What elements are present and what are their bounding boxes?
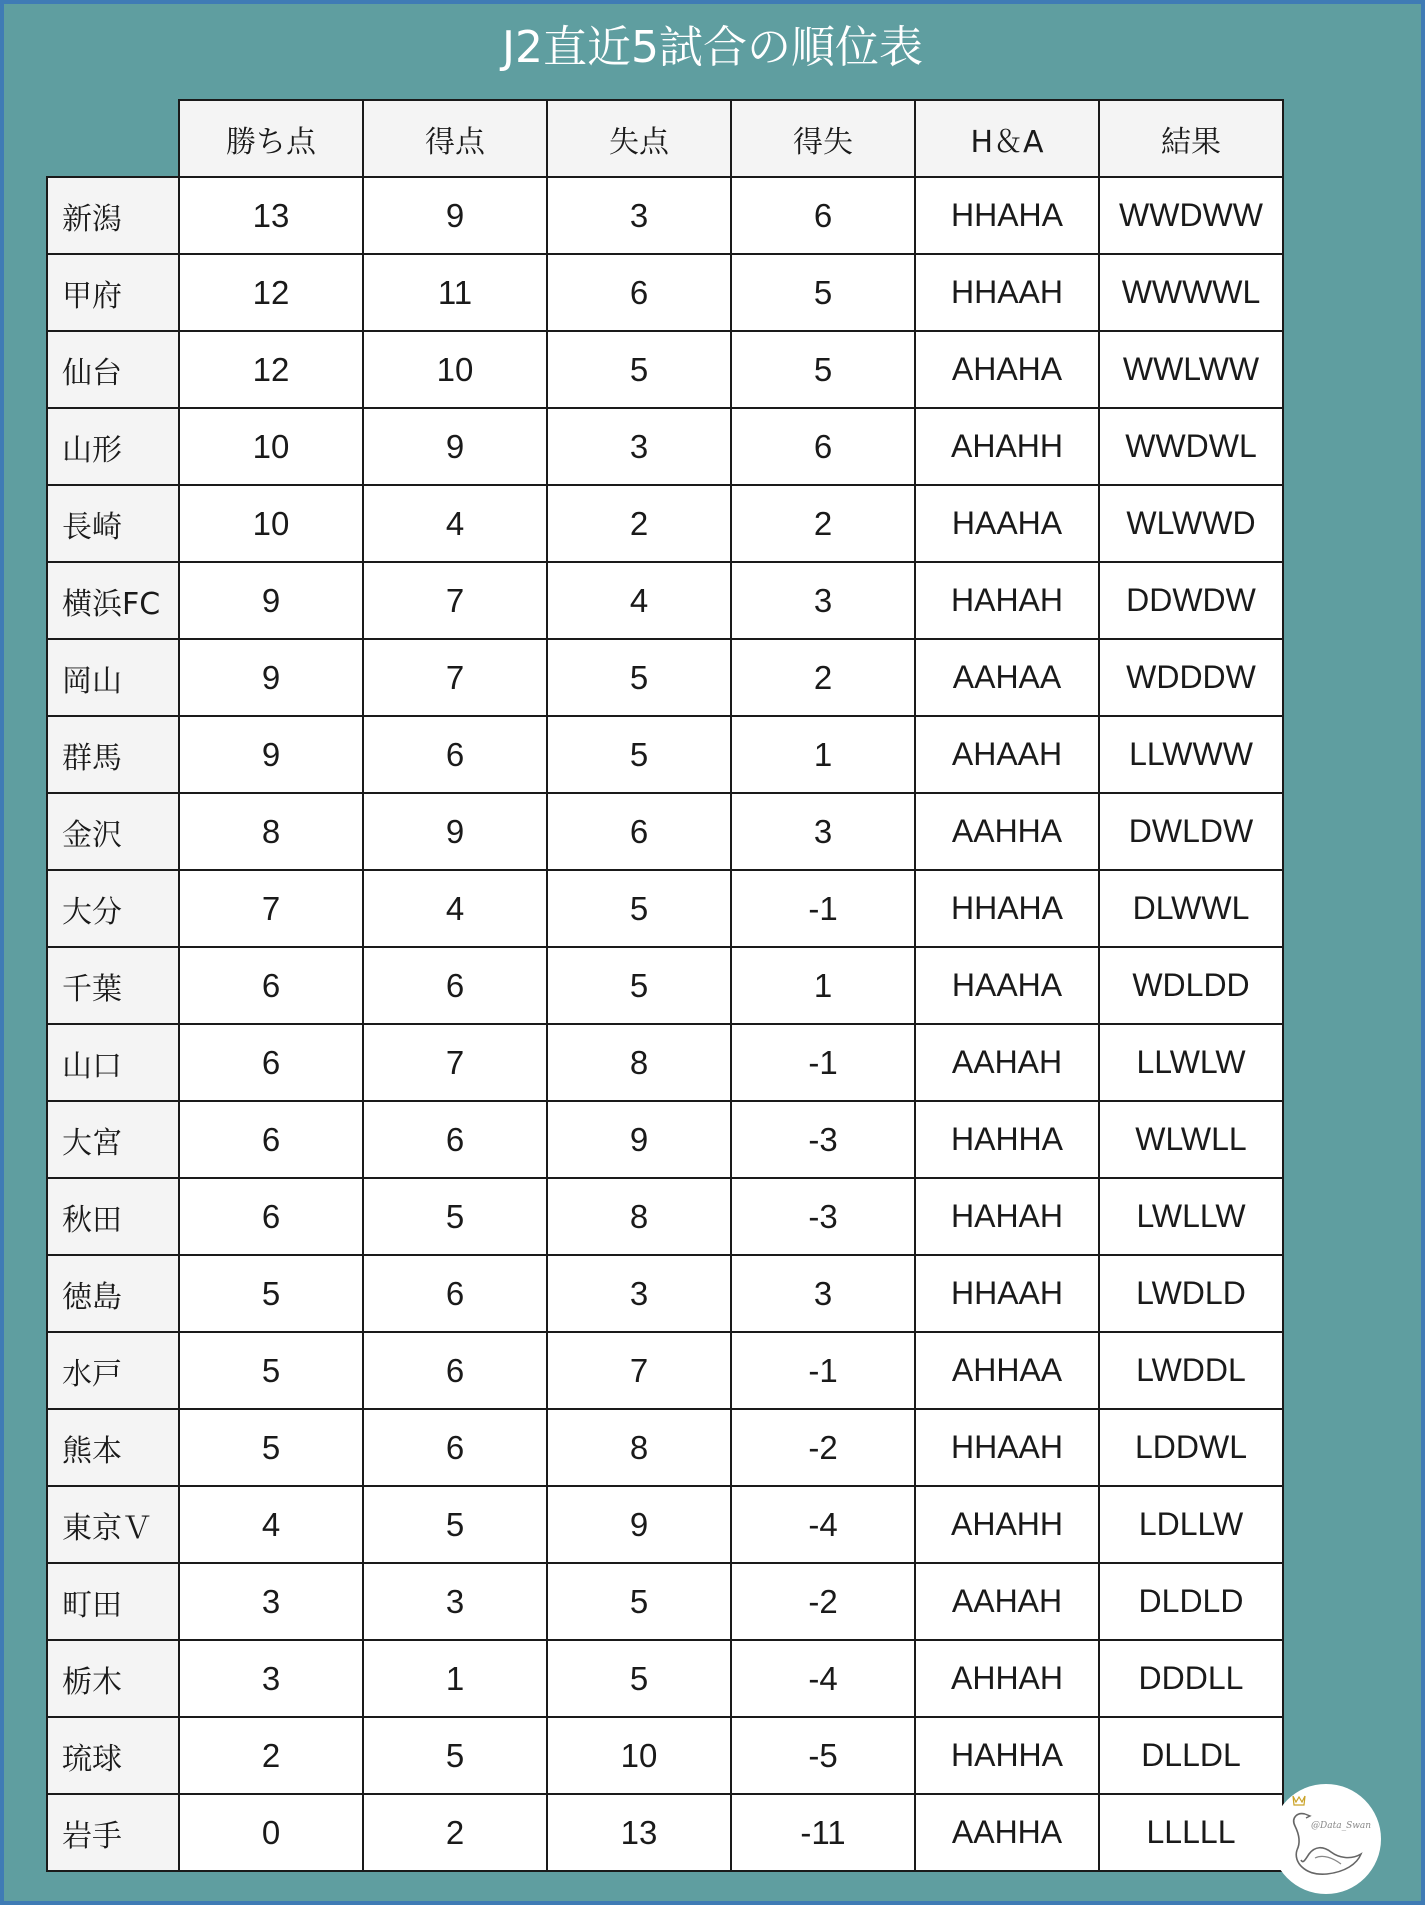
results-cell: DLLDL bbox=[1099, 1717, 1283, 1794]
team-name: 山口 bbox=[47, 1024, 179, 1101]
goals-for-cell: 4 bbox=[363, 485, 547, 562]
column-header-goals-against: 失点 bbox=[547, 100, 731, 177]
home-away-cell: AAHAA bbox=[915, 639, 1099, 716]
team-name: 水戸 bbox=[47, 1332, 179, 1409]
goal-diff-cell: -11 bbox=[731, 1794, 915, 1871]
goal-diff-cell: 6 bbox=[731, 177, 915, 254]
data-swan-logo bbox=[1271, 1784, 1381, 1894]
goals-for-cell: 2 bbox=[363, 1794, 547, 1871]
goals-for-cell: 9 bbox=[363, 793, 547, 870]
table-row bbox=[47, 1178, 1283, 1255]
points-cell: 13 bbox=[179, 177, 363, 254]
home-away-cell: AHAHH bbox=[915, 408, 1099, 485]
results-cell: WLWLL bbox=[1099, 1101, 1283, 1178]
goal-diff-cell: -1 bbox=[731, 870, 915, 947]
points-cell: 6 bbox=[179, 1101, 363, 1178]
results-cell: WLWWD bbox=[1099, 485, 1283, 562]
goals-for-cell: 7 bbox=[363, 562, 547, 639]
home-away-cell: HHAHA bbox=[915, 870, 1099, 947]
team-name: 大宮 bbox=[47, 1101, 179, 1178]
goals-for-cell: 1 bbox=[363, 1640, 547, 1717]
home-away-cell: HHAAH bbox=[915, 1409, 1099, 1486]
goals-against-cell: 5 bbox=[547, 947, 731, 1024]
goals-for-cell: 7 bbox=[363, 1024, 547, 1101]
team-name: 横浜FC bbox=[47, 562, 179, 639]
goal-diff-cell: 2 bbox=[731, 639, 915, 716]
results-cell: LWLLW bbox=[1099, 1178, 1283, 1255]
home-away-cell: HAHHA bbox=[915, 1717, 1099, 1794]
results-cell: WWLWW bbox=[1099, 331, 1283, 408]
goals-for-cell: 5 bbox=[363, 1178, 547, 1255]
home-away-cell: AHAHA bbox=[915, 331, 1099, 408]
goal-diff-cell: 6 bbox=[731, 408, 915, 485]
table-row bbox=[47, 1563, 1283, 1640]
goals-for-cell: 11 bbox=[363, 254, 547, 331]
team-name: 町田 bbox=[47, 1563, 179, 1640]
table-row bbox=[47, 793, 1283, 870]
table-row bbox=[47, 1717, 1283, 1794]
home-away-cell: AAHHA bbox=[915, 1794, 1099, 1871]
goals-against-cell: 9 bbox=[547, 1486, 731, 1563]
results-cell: LDDWL bbox=[1099, 1409, 1283, 1486]
column-header-goals-for: 得点 bbox=[363, 100, 547, 177]
home-away-cell: HAHAH bbox=[915, 562, 1099, 639]
home-away-cell: AHAHH bbox=[915, 1486, 1099, 1563]
goals-for-cell: 10 bbox=[363, 331, 547, 408]
points-cell: 3 bbox=[179, 1563, 363, 1640]
team-name: 栃木 bbox=[47, 1640, 179, 1717]
results-cell: DDDLL bbox=[1099, 1640, 1283, 1717]
goals-for-cell: 6 bbox=[363, 1101, 547, 1178]
goals-against-cell: 3 bbox=[547, 408, 731, 485]
page-title: J2直近5試合の順位表 bbox=[502, 22, 923, 73]
points-cell: 5 bbox=[179, 1255, 363, 1332]
points-cell: 4 bbox=[179, 1486, 363, 1563]
standings-table bbox=[46, 99, 1284, 1872]
points-cell: 0 bbox=[179, 1794, 363, 1871]
goals-against-cell: 5 bbox=[547, 331, 731, 408]
table-row bbox=[47, 947, 1283, 1024]
table-row bbox=[47, 1024, 1283, 1101]
points-cell: 2 bbox=[179, 1717, 363, 1794]
results-cell: LWDDL bbox=[1099, 1332, 1283, 1409]
results-cell: LDLLW bbox=[1099, 1486, 1283, 1563]
goals-against-cell: 10 bbox=[547, 1717, 731, 1794]
results-cell: DLDLD bbox=[1099, 1563, 1283, 1640]
team-name: 徳島 bbox=[47, 1255, 179, 1332]
goals-against-cell: 13 bbox=[547, 1794, 731, 1871]
team-name: 新潟 bbox=[47, 177, 179, 254]
points-cell: 7 bbox=[179, 870, 363, 947]
home-away-cell: AAHAH bbox=[915, 1563, 1099, 1640]
goals-for-cell: 6 bbox=[363, 1332, 547, 1409]
goals-against-cell: 3 bbox=[547, 1255, 731, 1332]
goal-diff-cell: 5 bbox=[731, 254, 915, 331]
results-cell: LWDLD bbox=[1099, 1255, 1283, 1332]
points-cell: 12 bbox=[179, 254, 363, 331]
table-row bbox=[47, 1486, 1283, 1563]
home-away-cell: AAHAH bbox=[915, 1024, 1099, 1101]
home-away-cell: AHHAH bbox=[915, 1640, 1099, 1717]
team-name: 秋田 bbox=[47, 1178, 179, 1255]
points-cell: 12 bbox=[179, 331, 363, 408]
results-cell: WWDWW bbox=[1099, 177, 1283, 254]
goals-against-cell: 2 bbox=[547, 485, 731, 562]
column-header-results: 結果 bbox=[1099, 100, 1283, 177]
goals-against-cell: 6 bbox=[547, 254, 731, 331]
home-away-cell: HAAHA bbox=[915, 947, 1099, 1024]
goals-for-cell: 7 bbox=[363, 639, 547, 716]
table-row bbox=[47, 331, 1283, 408]
team-name: 甲府 bbox=[47, 254, 179, 331]
table-row bbox=[47, 177, 1283, 254]
table-row bbox=[47, 870, 1283, 947]
results-cell: WDDDW bbox=[1099, 639, 1283, 716]
goal-diff-cell: -5 bbox=[731, 1717, 915, 1794]
svg-text:@Data_Swan: @Data_Swan bbox=[1311, 1821, 1372, 1831]
goals-for-cell: 9 bbox=[363, 408, 547, 485]
goal-diff-cell: 3 bbox=[731, 793, 915, 870]
team-name: 山形 bbox=[47, 408, 179, 485]
goal-diff-cell: -2 bbox=[731, 1563, 915, 1640]
goal-diff-cell: -1 bbox=[731, 1024, 915, 1101]
table-row bbox=[47, 639, 1283, 716]
table-row bbox=[47, 562, 1283, 639]
results-cell: LLWWW bbox=[1099, 716, 1283, 793]
goals-against-cell: 8 bbox=[547, 1024, 731, 1101]
goals-for-cell: 5 bbox=[363, 1717, 547, 1794]
goal-diff-cell: 1 bbox=[731, 716, 915, 793]
team-name: 熊本 bbox=[47, 1409, 179, 1486]
goals-for-cell: 4 bbox=[363, 870, 547, 947]
header-row bbox=[47, 100, 1283, 177]
table-row bbox=[47, 1409, 1283, 1486]
home-away-cell: AHHAA bbox=[915, 1332, 1099, 1409]
results-cell: DLWWL bbox=[1099, 870, 1283, 947]
table-row bbox=[47, 1332, 1283, 1409]
team-name: 岡山 bbox=[47, 639, 179, 716]
corner-cell bbox=[47, 100, 179, 177]
goals-for-cell: 6 bbox=[363, 716, 547, 793]
goal-diff-cell: -4 bbox=[731, 1640, 915, 1717]
goal-diff-cell: -2 bbox=[731, 1409, 915, 1486]
home-away-cell: HHAAH bbox=[915, 254, 1099, 331]
home-away-cell: HAHAH bbox=[915, 1178, 1099, 1255]
team-name: 仙台 bbox=[47, 331, 179, 408]
goal-diff-cell: 3 bbox=[731, 1255, 915, 1332]
team-name: 千葉 bbox=[47, 947, 179, 1024]
goals-for-cell: 6 bbox=[363, 1255, 547, 1332]
goals-against-cell: 3 bbox=[547, 177, 731, 254]
goal-diff-cell: -4 bbox=[731, 1486, 915, 1563]
points-cell: 10 bbox=[179, 408, 363, 485]
goals-for-cell: 5 bbox=[363, 1486, 547, 1563]
results-cell: LLWLW bbox=[1099, 1024, 1283, 1101]
team-name: 琉球 bbox=[47, 1717, 179, 1794]
points-cell: 6 bbox=[179, 1024, 363, 1101]
team-name: 長崎 bbox=[47, 485, 179, 562]
goals-against-cell: 8 bbox=[547, 1178, 731, 1255]
goal-diff-cell: 3 bbox=[731, 562, 915, 639]
home-away-cell: HHAAH bbox=[915, 1255, 1099, 1332]
results-cell: WWDWL bbox=[1099, 408, 1283, 485]
team-name: 東京Ｖ bbox=[47, 1486, 179, 1563]
team-name: 大分 bbox=[47, 870, 179, 947]
results-cell: DDWDW bbox=[1099, 562, 1283, 639]
home-away-cell: HAHHA bbox=[915, 1101, 1099, 1178]
goals-against-cell: 5 bbox=[547, 1563, 731, 1640]
results-cell: DWLDW bbox=[1099, 793, 1283, 870]
table-row bbox=[47, 408, 1283, 485]
goals-for-cell: 6 bbox=[363, 1409, 547, 1486]
results-cell: WWWWL bbox=[1099, 254, 1283, 331]
points-cell: 9 bbox=[179, 716, 363, 793]
results-cell: LLLLL bbox=[1099, 1794, 1283, 1871]
goal-diff-cell: -3 bbox=[731, 1178, 915, 1255]
goals-against-cell: 5 bbox=[547, 1640, 731, 1717]
goals-against-cell: 4 bbox=[547, 562, 731, 639]
points-cell: 9 bbox=[179, 639, 363, 716]
points-cell: 10 bbox=[179, 485, 363, 562]
points-cell: 8 bbox=[179, 793, 363, 870]
results-cell: WDLDD bbox=[1099, 947, 1283, 1024]
goals-against-cell: 7 bbox=[547, 1332, 731, 1409]
team-name: 群馬 bbox=[47, 716, 179, 793]
team-name: 岩手 bbox=[47, 1794, 179, 1871]
goals-for-cell: 3 bbox=[363, 1563, 547, 1640]
goals-against-cell: 6 bbox=[547, 793, 731, 870]
points-cell: 3 bbox=[179, 1640, 363, 1717]
column-header-home-away: H＆A bbox=[915, 100, 1099, 177]
table-row bbox=[47, 716, 1283, 793]
goals-against-cell: 8 bbox=[547, 1409, 731, 1486]
points-cell: 6 bbox=[179, 1178, 363, 1255]
goal-diff-cell: 5 bbox=[731, 331, 915, 408]
goals-against-cell: 5 bbox=[547, 716, 731, 793]
goal-diff-cell: -3 bbox=[731, 1101, 915, 1178]
column-header-goal-diff: 得失 bbox=[731, 100, 915, 177]
goal-diff-cell: 1 bbox=[731, 947, 915, 1024]
goals-against-cell: 5 bbox=[547, 870, 731, 947]
column-header-points: 勝ち点 bbox=[179, 100, 363, 177]
team-name: 金沢 bbox=[47, 793, 179, 870]
goals-against-cell: 5 bbox=[547, 639, 731, 716]
table-row bbox=[47, 1101, 1283, 1178]
table-row bbox=[47, 1640, 1283, 1717]
points-cell: 9 bbox=[179, 562, 363, 639]
points-cell: 5 bbox=[179, 1409, 363, 1486]
home-away-cell: AAHHA bbox=[915, 793, 1099, 870]
points-cell: 5 bbox=[179, 1332, 363, 1409]
goal-diff-cell: -1 bbox=[731, 1332, 915, 1409]
goal-diff-cell: 2 bbox=[731, 485, 915, 562]
goals-for-cell: 9 bbox=[363, 177, 547, 254]
home-away-cell: AHAAH bbox=[915, 716, 1099, 793]
table-row bbox=[47, 485, 1283, 562]
goals-for-cell: 6 bbox=[363, 947, 547, 1024]
swan-icon bbox=[1271, 1784, 1381, 1894]
home-away-cell: HHAHA bbox=[915, 177, 1099, 254]
table-row bbox=[47, 1255, 1283, 1332]
home-away-cell: HAAHA bbox=[915, 485, 1099, 562]
points-cell: 6 bbox=[179, 947, 363, 1024]
goals-against-cell: 9 bbox=[547, 1101, 731, 1178]
table-row bbox=[47, 254, 1283, 331]
table-row bbox=[47, 1794, 1283, 1871]
